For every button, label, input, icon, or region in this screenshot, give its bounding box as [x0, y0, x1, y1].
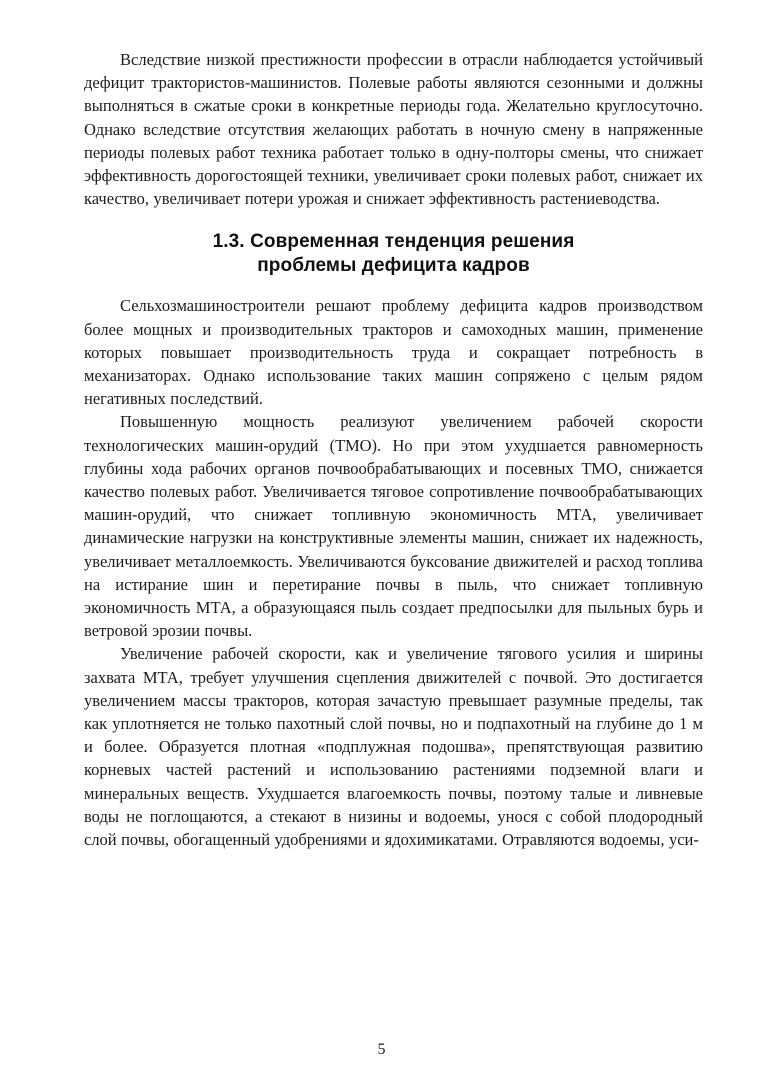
- section-heading: [84, 230, 703, 277]
- section-heading-line-2: проблемы дефицита кадров: [257, 254, 530, 276]
- body-paragraph: Увеличение рабочей скорости, как и увеличение тягового усилия и ширины захвата МТА, требует улучшения сцепления движителей с почвой. Это достигается увеличением массы тракторов, которая зачастую превышает разумные пределы, так как уплотняется не только пахотный слой почвы, но и подпахотный на глубине до 1 м и более. Образуется плотная «подплужная подошва», препятствующая развитию корневых частей растений и использованию растениями подземной влаги и минеральных веществ. Ухудшается влагоемкость почвы, поэтому талые и ливневые воды не поглощаются, а стекают в низины и водоемы, унося с собой плодородный слой почвы, обогащенный удобрениями и ядохимикатами. Отравляются водоемы, уси-: [84, 644, 703, 850]
- body-paragraph: Повышенную мощность реализуют увеличением рабочей скорости технологических машин-орудий (ТМО). Но при этом ухудшается равномерность глубины хода рабочих органов почвообрабатывающих и посевных ТМО, снижается качество полевых работ. Увеличивается тяговое сопротивление почвообрабатывающих машин-орудий, что снижает топливную экономичность МТА, увеличивает динамические нагрузки на конструктивные элементы машин, снижает их надежность, увеличивает металлоемкость. Увеличиваются буксование движителей и расход топлива на истирание шин и перетирание почвы в пыль, что снижает топливную экономичность МТА, а образующаяся пыль создает предпосылки для пыльных бурь и ветровой эрозии почвы.: [84, 412, 703, 641]
- intro-paragraph: Вследствие низкой престижности профессии в отрасли наблюдается устойчивый дефицит трактористов-машинистов. Полевые работы являются сезонными и должны выполняться в сжатые сроки в конкретные периоды года. Желательно круглосуточно. Однако вследствие отсутствия желающих работать в ночную смену в напряженные периоды полевых работ техника работает только в одну-полторы смены, что снижает эффективность дорогостоящей техники, увеличивает сроки полевых работ, снижает их качество, увеличивает потери урожая и снижает эффективность растениеводства.: [84, 50, 703, 209]
- text-block: [84, 48, 703, 851]
- section-heading-line-1: 1.3. Современная тенденция решения: [212, 231, 575, 253]
- page-number: 5: [0, 1041, 763, 1059]
- body-paragraph: Сельхозмашиностроители решают проблему дефицита кадров производством более мощных и производительных тракторов и самоходных машин, применение которых повышает производительность труда и сокращает потребность в механизаторах. Однако использование таких машин сопряжено с целым рядом негативных последствий.: [84, 296, 703, 409]
